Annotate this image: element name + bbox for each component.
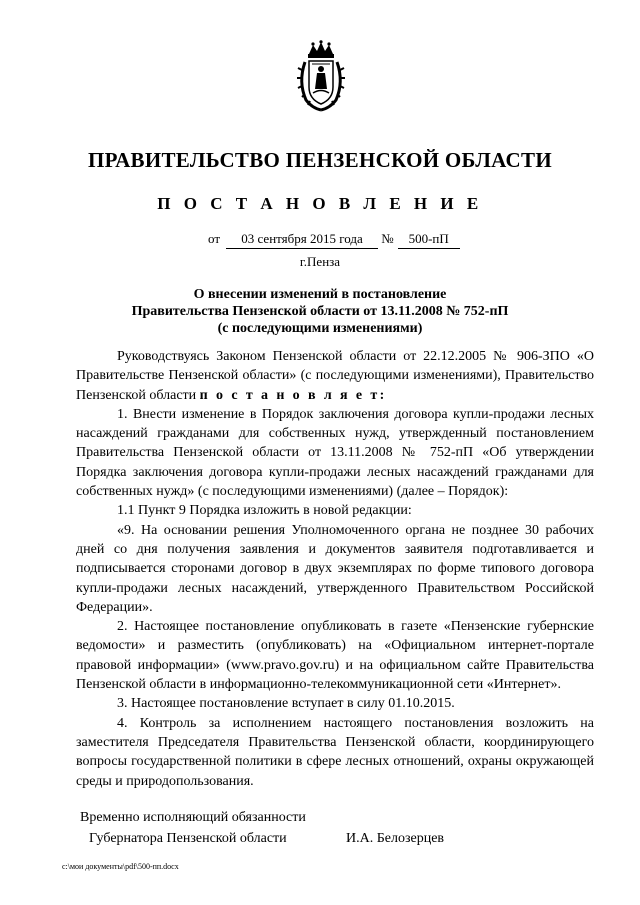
signatory-name: И.А. Белозерцев [346, 831, 445, 846]
item-1: 1. Внести изменение в Порядок заключения договора купли-продажи лесных насаждений гражданами для собственных нужд, утвержденный постановлением Правительства Пензенской области от 13.11.2008 № 752-пП «Об утверждении Порядка заключения договора купли-продажи лесных насаждений гражданами для собственных нужд» (с последующими изменениями) (далее – Порядок): [76, 406, 594, 500]
preamble-decides: п о с т а н о в л я е т: [199, 387, 387, 403]
item-2: 2. Настоящее постановление опубликовать в газете «Пензенские губернские ведомости» и разместить (опубликовать) на «Официальном интернет-портале правовой информации» (www.pravo.gov.ru) и на официальном сайте Правительства Пензенской области в информационно-телекоммуникационной сети «Интернет». [76, 619, 594, 693]
coat-of-arms-icon [296, 40, 346, 112]
preamble-text: Руководствуясь Законом Пензенской области от 22.12.2005 № 906-ЗПО «О Правительстве Пензенской области» (с последующими изменениями), Правительство Пензенской области [76, 349, 594, 403]
date-number-line [208, 231, 460, 249]
preamble [76, 347, 594, 405]
item-1-1: 1.1 Пункт 9 Порядка изложить в новой редакции: [117, 503, 412, 519]
item-4: 4. Контроль за исполнением настоящего постановления возложить на заместителя Председателя Правительства Пензенской области, координирующего вопросы государственной политики в сфере лесных отношений, охраны окружающей среды и природопользования. [76, 715, 594, 789]
item-1-1-text: «9. На основании решения Уполномоченного органа не позднее 30 рабочих дней со дня получения заявления и документов заявителя подготавливается и подписывается сторонами договор в двух экземплярах по форме типового договора купли-продажи лесных насаждений, утвержденного Правительством Российской Федерации». [76, 522, 594, 615]
title-line-2: Правительства Пензенской области от 13.11.2008 № 752-пП [131, 304, 509, 319]
decree-title [100, 286, 540, 337]
file-path: c:\мои документы\pdf\500-пп.docx [62, 862, 179, 871]
title-line-1: О внесении изменений в постановление [193, 287, 447, 302]
decree-number: 500-пП [398, 231, 460, 249]
number-sign: № [381, 231, 394, 246]
decree-body [76, 347, 594, 791]
document-type: П О С Т А Н О В Л Е Н И Е [157, 194, 483, 213]
item-3: 3. Настоящее постановление вступает в силу 01.10.2015. [117, 696, 455, 712]
signatory-position-line-2: Губернатора Пензенской области [89, 831, 287, 846]
city: г.Пенза [299, 254, 341, 269]
organization-name: ПРАВИТЕЛЬСТВО ПЕНЗЕНСКОЙ ОБЛАСТИ [88, 148, 552, 172]
decree-date: 03 сентября 2015 года [226, 231, 378, 249]
date-prefix: от [208, 231, 221, 246]
signature-block [80, 807, 445, 849]
signatory-position-line-1: Временно исполняющий обязанности [80, 810, 306, 825]
title-line-3: (с последующими изменениями) [217, 321, 423, 336]
